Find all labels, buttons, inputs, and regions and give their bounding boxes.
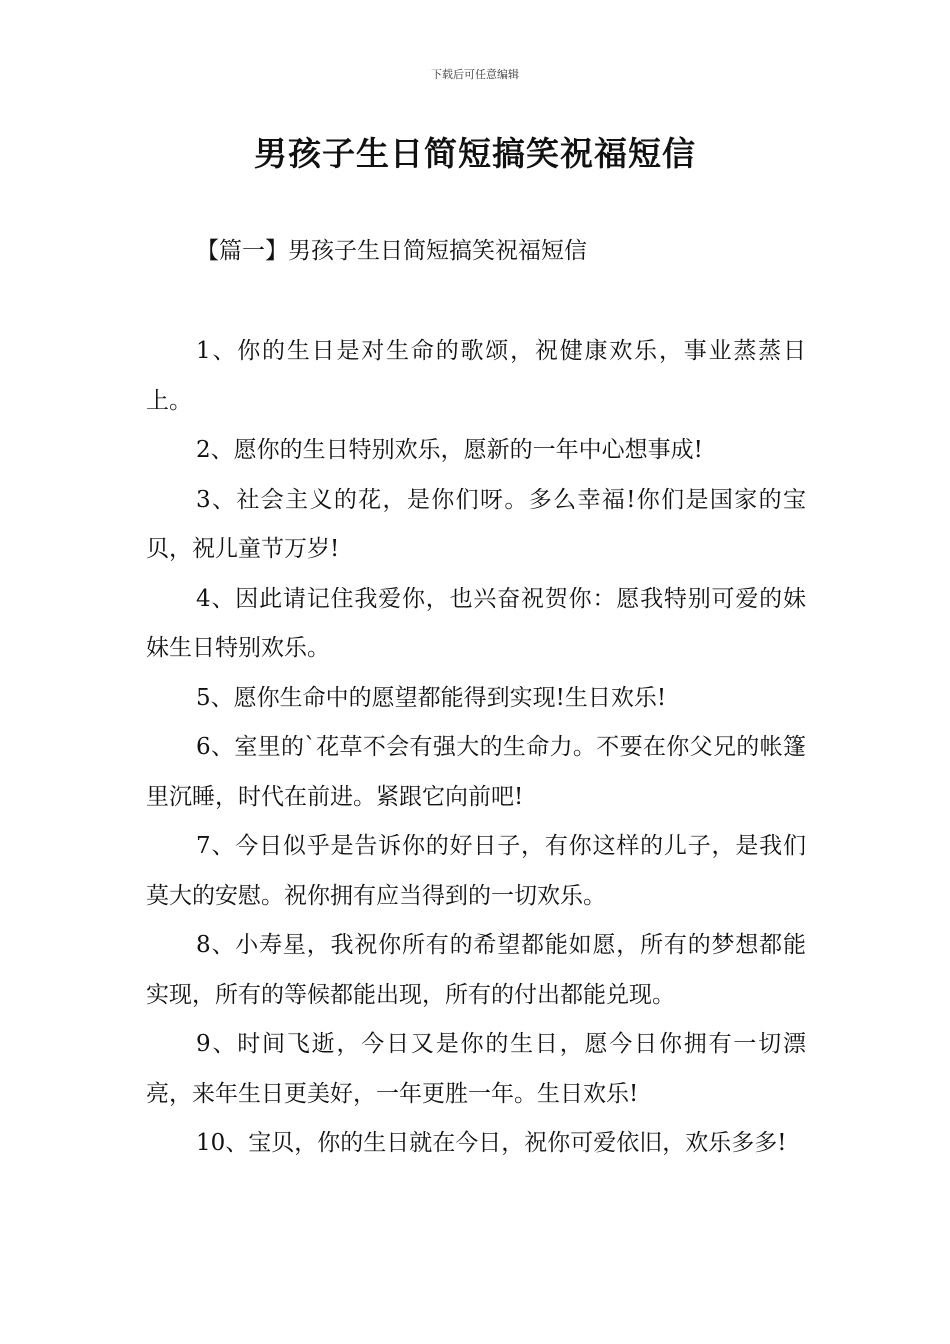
paragraph: 8、小寿星，我祝你所有的希望都能如愿，所有的梦想都能实现，所有的等候都能出现，所有的付出都能兑现。 bbox=[146, 932, 806, 1008]
document-body bbox=[146, 327, 806, 1169]
paragraph: 2、愿你的生日特别欢乐，愿新的一年中心想事成! bbox=[196, 437, 703, 463]
paragraph: 3、社会主义的花，是你们呀。多么幸福!你们是国家的宝贝，祝儿童节万岁! bbox=[146, 486, 806, 562]
paragraph: 1、你的生日是对生命的歌颂，祝健康欢乐，事业蒸蒸日上。 bbox=[146, 338, 806, 414]
document-title: 男孩子生日简短搞笑祝福短信 bbox=[254, 134, 696, 173]
paragraph: 6、室里的`花草不会有强大的生命力。不要在你父兄的帐篷里沉睡，时代在前进。紧跟它向前吧! bbox=[146, 734, 806, 810]
paragraph: 4、因此请记住我爱你，也兴奋祝贺你：愿我特别可爱的妹妹生日特别欢乐。 bbox=[146, 585, 806, 661]
paragraph: 5、愿你生命中的愿望都能得到实现!生日欢乐! bbox=[196, 684, 667, 711]
paragraph: 7、今日似乎是告诉你的好日子，有你这样的儿子，是我们莫大的安慰。祝你拥有应当得到的一切欢乐。 bbox=[146, 833, 806, 909]
paragraph: 10、宝贝，你的生日就在今日，祝你可爱依旧，欢乐多多! bbox=[196, 1130, 787, 1156]
header-note: 下载后可任意编辑 bbox=[431, 68, 519, 81]
paragraph: 9、时间飞逝，今日又是你的生日，愿今日你拥有一切漂亮，来年生日更美好，一年更胜一年。生日欢乐! bbox=[146, 1031, 806, 1107]
section-heading: 【篇一】男孩子生日简短搞笑祝福短信 bbox=[196, 238, 587, 264]
